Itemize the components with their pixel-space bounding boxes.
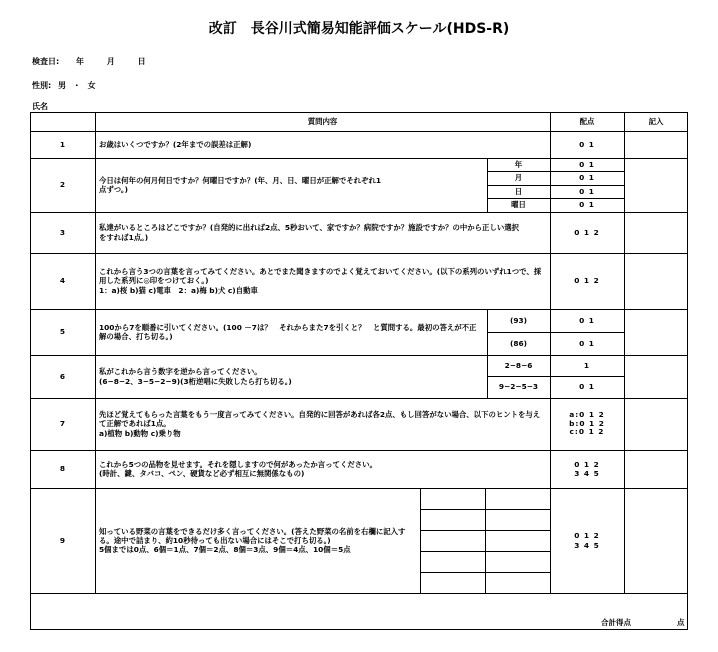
- question-text: これから5つの品物を見せます。それを隠しますので何があったか言ってください。 (時計、鍵、タバコ、ペン、硬貨など必ず相互に無関係なもの): [99, 459, 377, 478]
- question-number: 9: [59, 535, 66, 545]
- question-text: お歳はいくつですか？(2年までの誤差は正解): [99, 139, 252, 149]
- sub-label: (86): [509, 338, 528, 348]
- total-score-label: 合計得点: [601, 618, 631, 627]
- header-entry: 記入: [648, 116, 664, 126]
- question-number: 4: [59, 276, 66, 286]
- score-options: a:0 1 2 b:0 1 2 c:0 1 2: [569, 409, 605, 437]
- question-number: 3: [59, 227, 66, 237]
- sex-row: [32, 80, 96, 91]
- score-options: 0 1: [579, 382, 595, 392]
- question-text: 私がこれから言う数字を逆から言ってください。 (6−8−2、3−5−2−9)(3桁逆唱に失敗したら打ち切る。): [99, 367, 292, 386]
- separator-dot: ・: [72, 81, 81, 90]
- score-options: 0 1: [579, 200, 595, 210]
- score-options: 0 1: [579, 173, 595, 183]
- question-text: 100から7を順番に引いてください。(100 －7は？ それからまた7を引くと？ と質問する。最初の答えが不正解の場合、打ち切る。): [99, 322, 477, 341]
- year-label: 年: [76, 57, 84, 66]
- score-options: 0 1 2: [574, 276, 600, 286]
- question-text: 今日は何年の何月何日ですか？何曜日ですか？(年、月、日、曜日が正解でそれぞれ1 点ずつ。): [99, 175, 381, 194]
- vegetable-entry-cell[interactable]: [420, 488, 485, 509]
- score-options: 1: [583, 360, 591, 370]
- question-text: これから言う3つの言葉を言ってみてください。あとでまた聞きますのでよく覚えておいてください。(以下の系列のいずれ1つで、採用した系列に◎印をつけておく。) 1：a)桜 b)猫 c)電車 2：a)梅 b)犬 c)自動車: [99, 267, 542, 295]
- sub-label: 月: [514, 173, 523, 183]
- question-number: 1: [59, 139, 66, 149]
- score-options: 0 1 2 3 4 5: [574, 531, 600, 550]
- male-label: 男: [58, 81, 66, 90]
- sub-label: (93): [509, 315, 528, 325]
- question-text: 知っている野菜の言葉をできるだけ多く言ってください。(答えた野菜の名前を右欄に記入する。途中で詰まり、約10秒待っても出ない場合にはそこで打ち切る。) 5個までは0点、6個＝1点、7個＝2点、8個＝3点、9個＝4点、10個＝5点: [99, 526, 406, 555]
- header-content: 質問内容: [307, 116, 338, 126]
- sub-label: 2−8−6: [504, 360, 533, 370]
- score-options: 0 1: [579, 338, 595, 348]
- score-options: 0 1: [579, 159, 595, 169]
- day-label: 日: [137, 57, 146, 66]
- question-text: 先ほど覚えてもらった言葉をもう一度言ってみてください。自発的に回答があれば各2点、もし回答がない場合、以下のヒントを与えて正解であれば1点。 a)植物 b)動物 c)乗り物: [99, 410, 541, 438]
- question-number: 2: [59, 180, 66, 190]
- sub-label: 日: [514, 186, 523, 196]
- question-number: 8: [59, 464, 66, 474]
- name-label: 氏名: [32, 102, 48, 111]
- question-text: 私達がいるところはどこですか？(自発的に出れば2点、5秒おいて、家ですか？病院ですか？施設ですか？の中から正しい選択をすれば1点。): [99, 223, 520, 242]
- row-line: [30, 593, 688, 594]
- score-options: 0 1: [579, 186, 595, 196]
- sub-label: 年: [514, 159, 523, 169]
- sub-label: 9−2−5−3: [498, 382, 539, 392]
- exam-date-label: 検査日:: [32, 57, 60, 66]
- sex-label: 性別:: [32, 81, 52, 90]
- score-options: 0 1 2 3 4 5: [574, 459, 600, 478]
- vegetable-entry-cell[interactable]: [485, 488, 550, 509]
- page-title: 改訂 長谷川式簡易知能評価スケール(HDS-R): [208, 21, 510, 37]
- question-number: 7: [59, 419, 66, 429]
- question-number: 6: [59, 371, 66, 381]
- month-label: 月: [106, 57, 115, 66]
- total-score-unit: 点: [677, 618, 685, 627]
- score-options: 0 1: [579, 139, 595, 149]
- header-score: 配点: [579, 116, 595, 126]
- question-number: 5: [59, 327, 66, 337]
- col-line: [624, 112, 625, 593]
- exam-date-row: [32, 56, 146, 67]
- score-options: 0 1 2: [574, 227, 600, 237]
- female-label: 女: [87, 81, 96, 90]
- score-options: 0 1: [579, 315, 595, 325]
- sub-label: 曜日: [511, 200, 526, 210]
